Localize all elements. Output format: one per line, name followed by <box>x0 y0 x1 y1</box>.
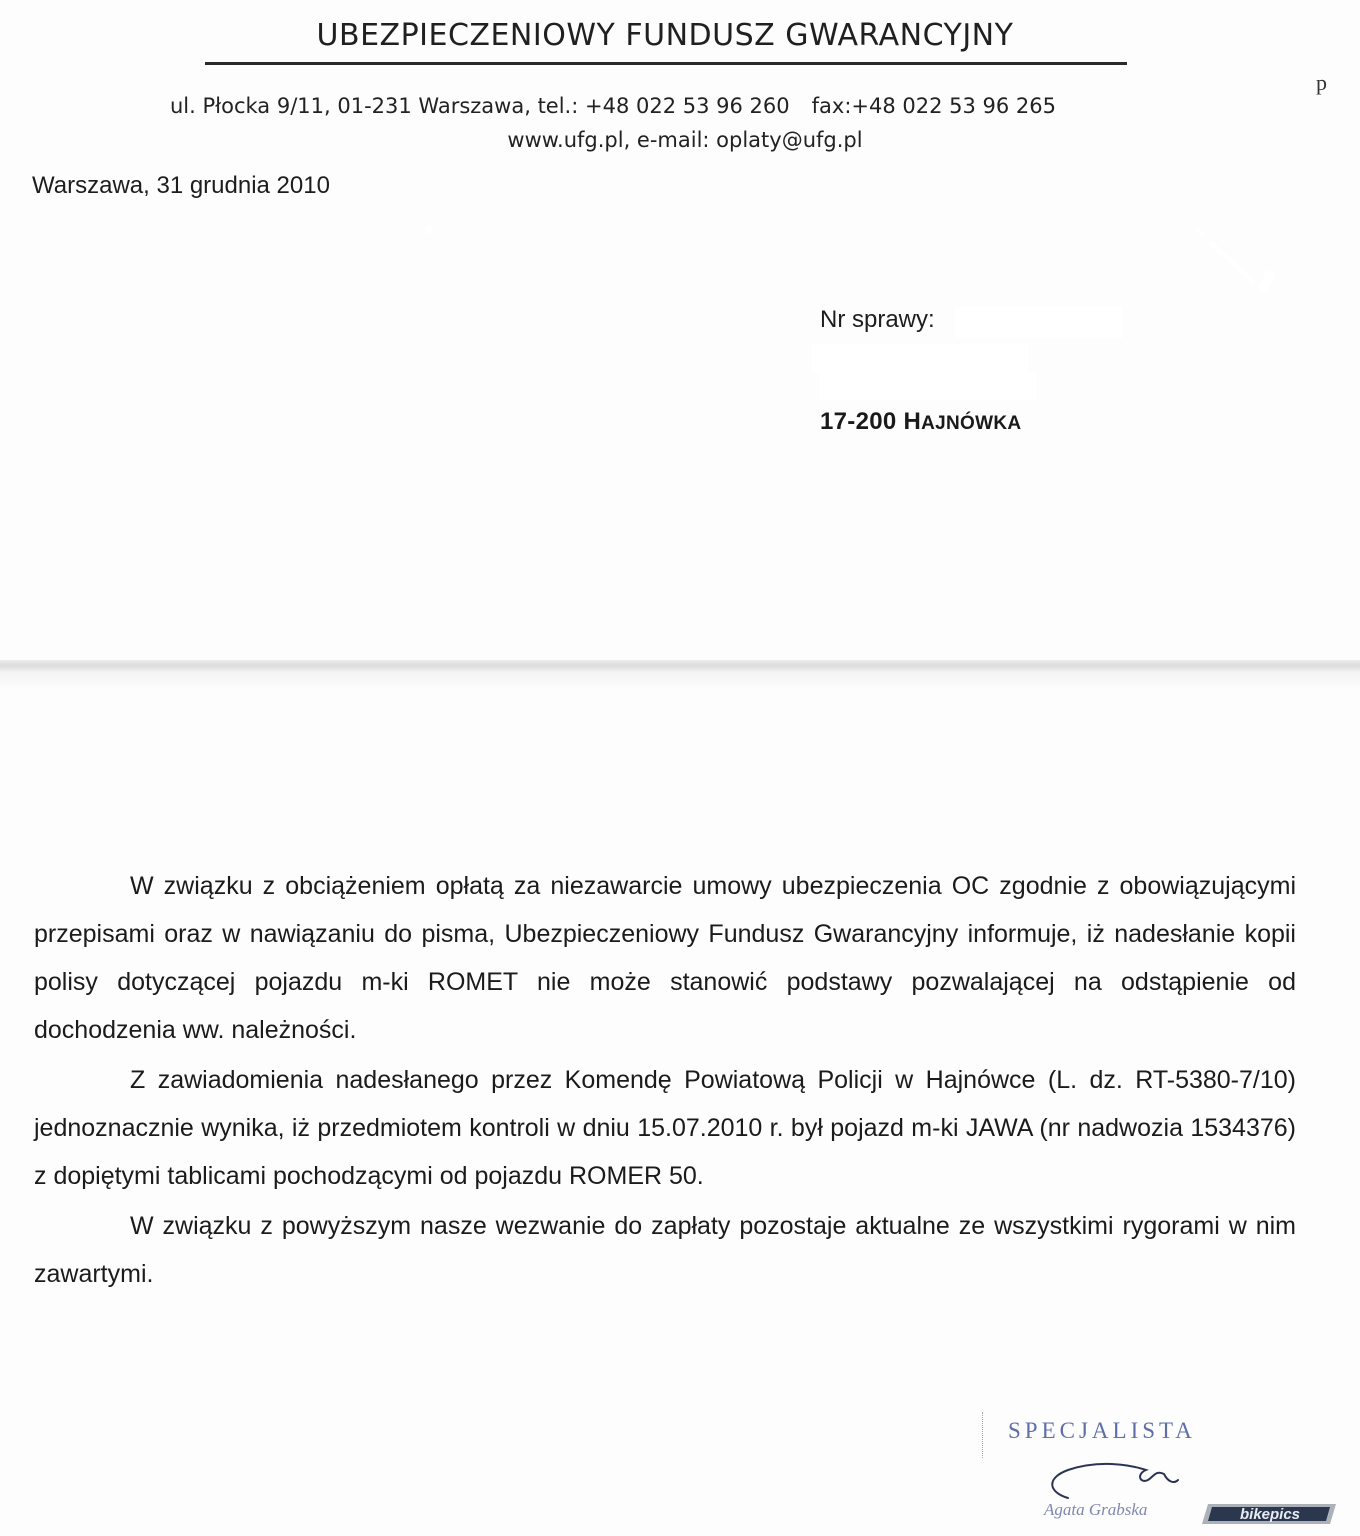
redaction-recipient-street <box>820 372 1036 400</box>
letterhead-rule <box>205 62 1127 65</box>
watermark-text: bikepics <box>1239 1506 1301 1523</box>
recipient-postal-city <box>820 408 1021 436</box>
scan-fleck <box>1257 269 1277 293</box>
body-paragraph: W związku z powyższym nasze wezwanie do zapłaty pozostaje aktualne ze wszystkimi rygorami w nim zawartymi. <box>34 1212 1296 1288</box>
redaction-recipient-name <box>812 344 1028 374</box>
scan-fleck <box>1196 228 1205 236</box>
stamp-name: Agata Grabska <box>1044 1500 1148 1519</box>
body-paragraph: W związku z obciążeniem opłatą za niezawarcie umowy ubezpieczenia OC zgodnie z obowiązującymi przepisami oraz w nawiązaniu do pisma, Ubezpieczeniowy Fundusz Gwarancyjny informuje, iż nadesłanie kopii polisy dotyczącej pojazdu m-ki ROMET nie może stanowić podstawy pozwalającej na odstąpienie od dochodzenia ww. należności. <box>34 872 1296 1044</box>
org-name: UBEZPIECZENIOWY FUNDUSZ GWARANCYJNY <box>316 18 1014 53</box>
org-web-email: www.ufg.pl, e-mail: oplaty@ufg.pl <box>507 128 863 152</box>
city-rest: AJNÓWKA <box>921 413 1022 434</box>
paper-fold-line <box>0 660 1360 672</box>
redaction-case-number <box>955 306 1123 338</box>
scan-fleck <box>1208 241 1256 285</box>
scan-fleck <box>426 226 432 233</box>
stamp-title: SPECJALISTA <box>1008 1418 1196 1443</box>
bikepics-watermark <box>1200 1500 1340 1528</box>
address-phone: ul. Płocka 9/11, 01-231 Warszawa, tel.: +48 022 53 96 260 <box>170 94 790 118</box>
body-paragraph: Z zawiadomienia nadesłanego przez Komendę Powiatową Policji w Hajnówce (L. dz. RT-5380-7/10) jednoznacznie wynika, iż przedmiotem kontroli w dniu 15.07.2010 r. był pojazd m-ki JAWA (nr nadwozia 1534376) z dopiętymi tablicami pochodzącymi od pojazdu ROMER 50. <box>34 1066 1296 1190</box>
corner-mark: p <box>1316 70 1327 95</box>
stamp-frame <box>982 1412 991 1458</box>
org-address <box>170 94 1170 118</box>
fax-number: fax:+48 022 53 96 265 <box>811 94 1057 118</box>
case-number-label: Nr sprawy: <box>820 306 935 333</box>
date-line: Warszawa, 31 grudnia 2010 <box>32 172 330 199</box>
letter-body <box>34 862 1296 1300</box>
postal-code: 17-200 <box>820 408 897 435</box>
city-initial: H <box>903 408 922 435</box>
paper-fold-shadow <box>0 672 1360 690</box>
